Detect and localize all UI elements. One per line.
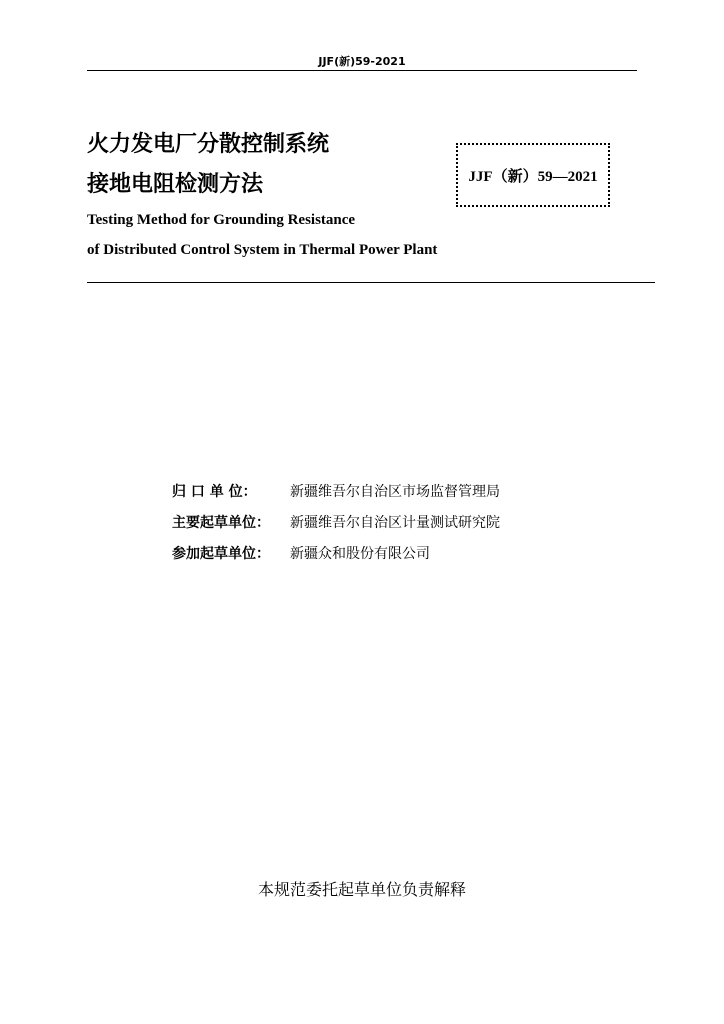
- interpretation-note: 本规范委托起草单位负责解释: [257, 880, 466, 899]
- header-divider: [87, 70, 637, 71]
- main-drafter-value: 新疆维吾尔自治区计量测试研究院: [290, 515, 500, 531]
- co-drafter-row: [172, 543, 430, 565]
- title-cn-line2: 接地电阻检测方法: [87, 172, 264, 197]
- standard-code: JJF（新）59—2021: [468, 168, 598, 185]
- main-drafter-row: [172, 512, 500, 534]
- title-en-line1: Testing Method for Grounding Resistance: [87, 212, 356, 228]
- main-drafter-label: 主要起草单位：: [172, 515, 270, 531]
- title-en-line2: of Distributed Control System in Thermal Power Plant: [87, 242, 438, 258]
- co-drafter-value: 新疆众和股份有限公司: [290, 546, 430, 562]
- responsible-unit-label: 归 口 单 位：: [172, 484, 257, 500]
- responsible-unit-value: 新疆维吾尔自治区市场监督管理局: [290, 484, 500, 500]
- title-cn-line1: 火力发电厂分散控制系统: [87, 132, 330, 157]
- responsible-unit-row: [172, 481, 500, 503]
- title-divider: [87, 282, 655, 283]
- header-code: JJF(新)59-2021: [318, 55, 406, 68]
- standard-code-box: [456, 143, 610, 207]
- co-drafter-label: 参加起草单位：: [172, 546, 270, 562]
